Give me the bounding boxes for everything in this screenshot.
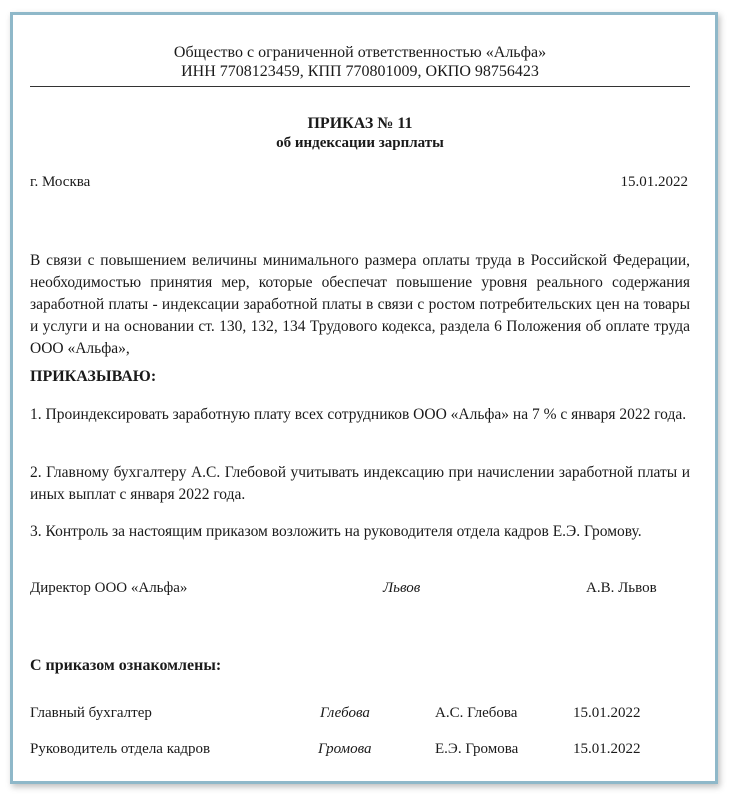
order-item-1: 1. Проиндексировать заработную плату всех сотрудников ООО «Альфа» на 7 % с января 2022 года. bbox=[30, 406, 687, 423]
ack-row-1-date: 15.01.2022 bbox=[573, 705, 641, 721]
order-subtitle: об индексации зарплаты bbox=[276, 135, 444, 151]
signature-name: А.В. Львов bbox=[586, 580, 657, 596]
signature-handwritten: Львов bbox=[383, 580, 421, 596]
order-item-3: 3. Контроль за настоящим приказом возложить на руководителя отдела кадров Е.Э. Громову. bbox=[30, 523, 642, 540]
signature-position: Директор ООО «Альфа» bbox=[30, 580, 188, 596]
header-divider bbox=[30, 86, 690, 87]
order-city: г. Москва bbox=[30, 174, 91, 190]
ack-row-2-name: Е.Э. Громова bbox=[435, 741, 519, 757]
preamble-paragraph: В связи с повышением величины минимального размера оплаты труда в Российской Федерации, необходимостью принятия мер, которые обеспечат повышение уровня реального содержания заработной платы - индексации заработной платы в связи с ростом потребительских цен на товары и услуги и на основании ст. 130, 132, 134 Трудового кодекса, раздела 6 Положения об оплате труда ООО «Альфа», bbox=[30, 252, 690, 357]
order-word: ПРИКАЗЫВАЮ: bbox=[30, 368, 157, 385]
order-item-2: 2. Главному бухгалтеру А.С. Глебовой учитывать индексацию при начислении заработной платы и иных выплат с января 2022 года. bbox=[30, 464, 690, 503]
ack-row-2-sign: Громова bbox=[318, 741, 372, 757]
ack-row-2-date: 15.01.2022 bbox=[573, 741, 641, 757]
ack-row-1-name: А.С. Глебова bbox=[435, 705, 518, 721]
ack-row-2-position: Руководитель отдела кадров bbox=[30, 741, 211, 757]
org-name: Общество с ограниченной ответственностью «Альфа» bbox=[173, 44, 547, 61]
order-date: 15.01.2022 bbox=[620, 174, 688, 190]
ack-row-1-sign: Глебова bbox=[320, 705, 370, 721]
acknowledged-heading: С приказом ознакомлены: bbox=[30, 657, 222, 674]
org-codes: ИНН 7708123459, КПП 770801009, ОКПО 98756423 bbox=[181, 63, 539, 80]
ack-row-1-position: Главный бухгалтер bbox=[30, 705, 152, 721]
order-title: ПРИКАЗ № 11 bbox=[307, 115, 413, 132]
